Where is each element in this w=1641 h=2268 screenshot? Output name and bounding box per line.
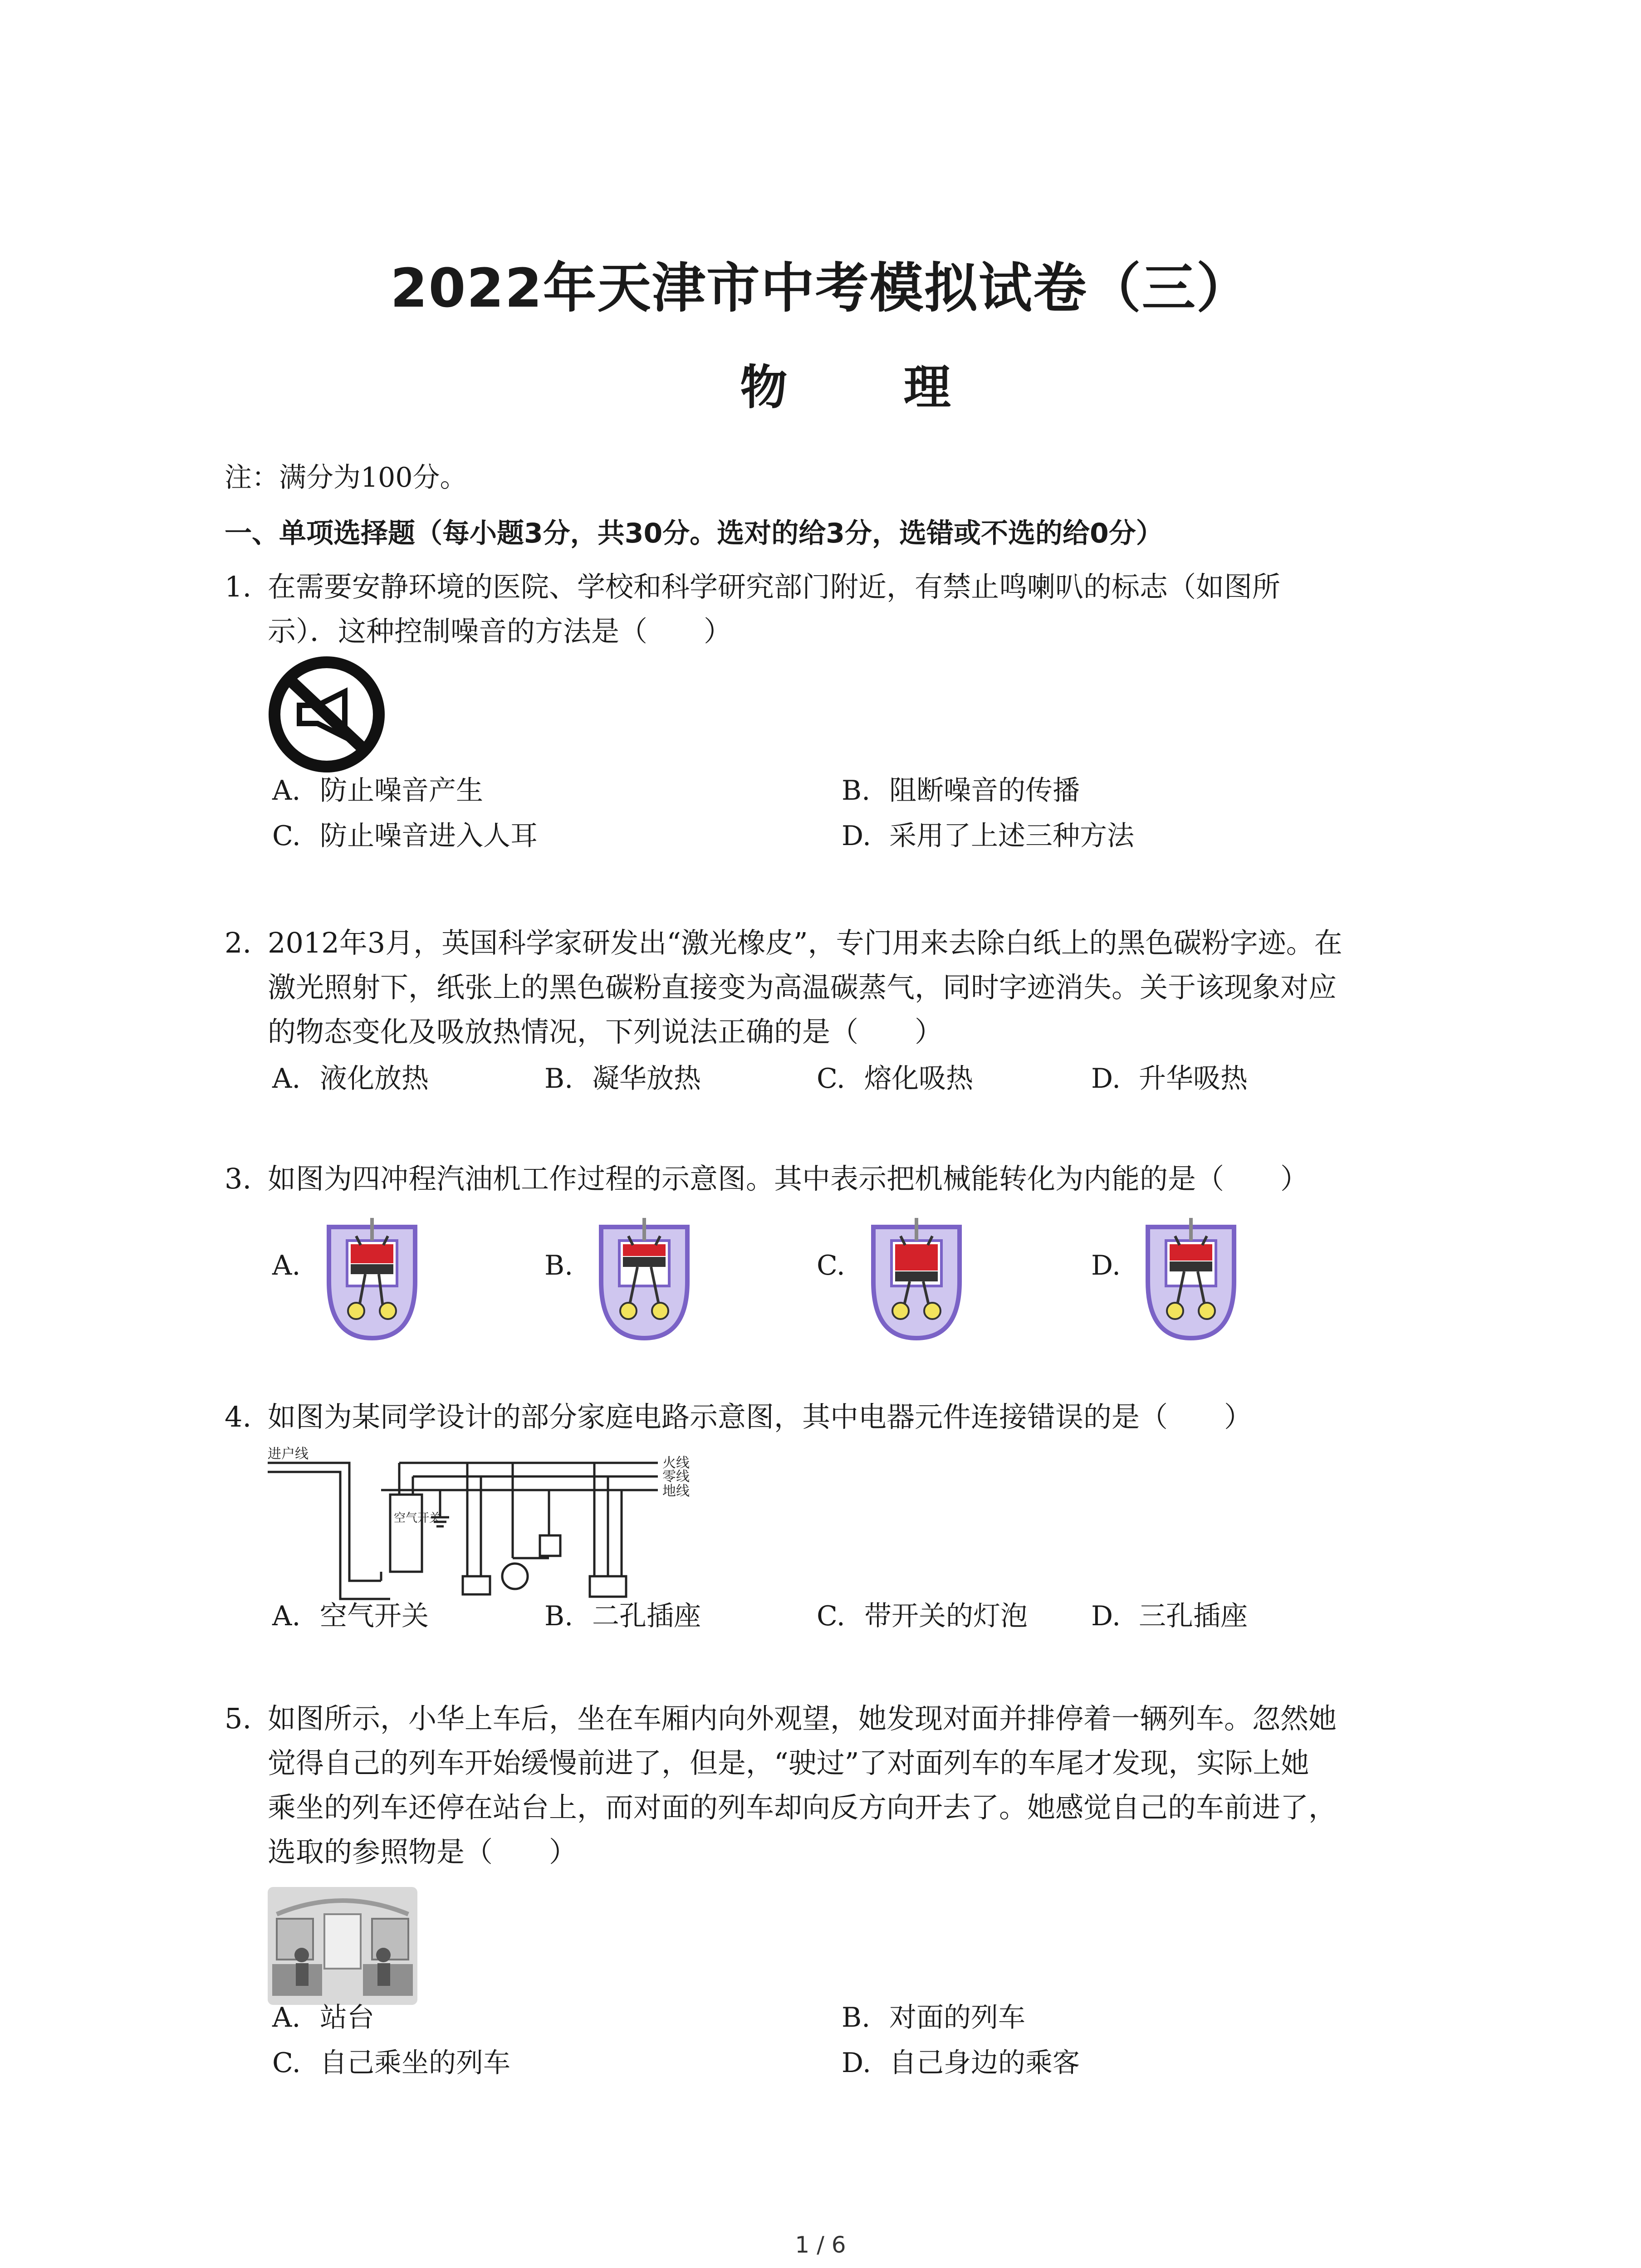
question-line: 选取的参照物是（ ） [268, 1835, 578, 1868]
question-line: 如图所示，小华上车后，坐在车厢内向外观望，她发现对面并排停着一辆列车。忽然她 [268, 1702, 1337, 1735]
train-interior-image [268, 1887, 417, 2005]
live-wire-label: 火线 [662, 1455, 690, 1471]
incoming-label: 进户线 [268, 1446, 309, 1462]
option-b[interactable]: B. [544, 1250, 573, 1281]
subject-title: 物 理 [740, 360, 1001, 415]
option-d[interactable]: D. 自己身边的乘客 [842, 2047, 1080, 2079]
engine-diagram-d-icon [1134, 1209, 1248, 1345]
option-d[interactable]: D. 升华吸热 [1091, 1063, 1248, 1095]
option-b[interactable]: B. 二孔插座 [544, 1600, 701, 1632]
question-line: 如图为某同学设计的部分家庭电路示意图，其中电器元件连接错误的是（ ） [268, 1400, 1253, 1433]
option-a[interactable]: A. 空气开关 [272, 1600, 429, 1632]
question-number: 5. [225, 1702, 252, 1735]
question-line: 如图为四冲程汽油机工作过程的示意图。其中表示把机械能转化为内能的是（ ） [268, 1162, 1309, 1195]
option-d[interactable]: D. 采用了上述三种方法 [842, 820, 1134, 852]
question-number: 3. [225, 1162, 252, 1195]
option-c[interactable]: C. 熔化吸热 [817, 1063, 973, 1095]
option-b[interactable]: B. 凝华放热 [544, 1063, 701, 1095]
circuit-diagram [268, 1445, 721, 1617]
question-number: 2. [225, 926, 252, 959]
option-c[interactable]: C. 自己乘坐的列车 [272, 2047, 510, 2079]
engine-diagram-b-icon [588, 1209, 701, 1345]
engine-diagram-a-icon [315, 1209, 429, 1345]
option-c[interactable]: C. 防止噪音进入人耳 [272, 820, 538, 852]
question-line: 觉得自己的列车开始缓慢前进了，但是，“驶过”了对面列车的车尾才发现，实际上她 [268, 1746, 1309, 1779]
question-line: 示）．这种控制噪音的方法是（ ） [268, 615, 732, 648]
option-c[interactable]: C. [817, 1250, 845, 1281]
option-a[interactable]: A. [272, 1250, 301, 1281]
question-line: 激光照射下，纸张上的黑色碳粉直接变为高温碳蒸气，同时字迹消失。关于该现象对应 [268, 971, 1337, 1004]
option-a[interactable]: A. 站台 [272, 2002, 374, 2033]
option-a[interactable]: A. 液化放热 [272, 1063, 429, 1095]
section-heading: 一、单项选择题（每小题3分，共30分。选对的给3分，选错或不选的给0分） [225, 518, 1163, 549]
question-line: 在需要安静环境的医院、学校和科学研究部门附近，有禁止鸣喇叭的标志（如图所 [268, 570, 1281, 603]
page-number: 1 / 6 [795, 2232, 846, 2258]
no-horn-sign-icon [268, 655, 386, 773]
question-number: 4. [225, 1400, 252, 1433]
air-switch-label: 空气开关 [394, 1511, 441, 1525]
engine-diagram-c-icon [860, 1209, 973, 1345]
option-a[interactable]: A. 防止噪音产生 [272, 775, 483, 807]
option-b[interactable]: B. 阻断噪音的传播 [842, 775, 1080, 807]
option-d[interactable]: D. [1091, 1250, 1121, 1281]
option-c[interactable]: C. 带开关的灯泡 [817, 1600, 1028, 1632]
option-d[interactable]: D. 三孔插座 [1091, 1600, 1248, 1632]
score-note: 注：满分为100分。 [225, 462, 467, 494]
option-b[interactable]: B. 对面的列车 [842, 2002, 1025, 2033]
exam-title: 2022年天津市中考模拟试卷（三） [390, 257, 1251, 319]
ground-wire-label: 地线 [662, 1483, 690, 1499]
question-number: 1. [225, 570, 252, 603]
neutral-wire-label: 零线 [662, 1469, 690, 1485]
question-line: 2012年3月，英国科学家研发出“激光橡皮”，专门用来去除白纸上的黑色碳粉字迹。在 [268, 926, 1342, 959]
question-line: 的物态变化及吸放热情况，下列说法正确的是（ ） [268, 1015, 943, 1048]
question-line: 乘坐的列车还停在站台上，而对面的列车却向反方向开去了。她感觉自己的车前进了， [268, 1791, 1337, 1824]
